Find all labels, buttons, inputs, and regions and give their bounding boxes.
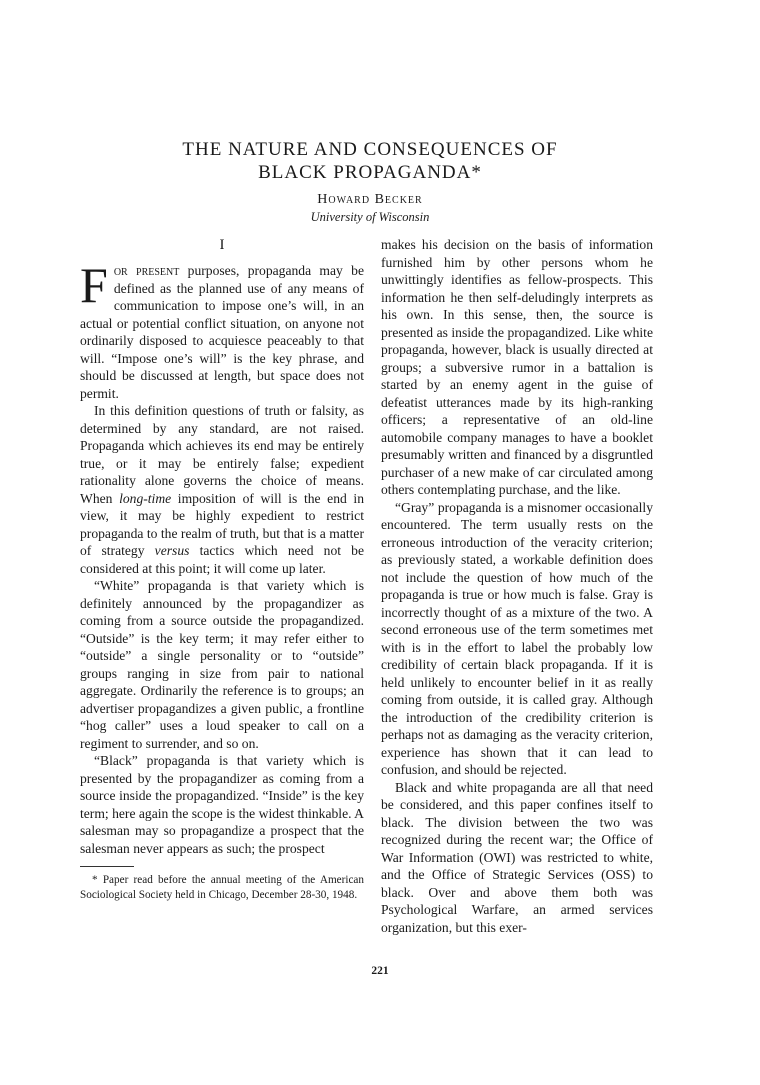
small-caps-opening: or present (113, 263, 180, 278)
left-column (80, 236, 364, 903)
right-column (381, 236, 653, 936)
title-line-1: THE NATURE AND CONSEQUENCES OF (182, 139, 558, 160)
drop-cap: F (80, 257, 108, 313)
paragraph-1-text: purposes, propaganda may be defined as the planned use of any means of communication to impose one’s will, in an actual or potential conflict situation, on anyone not ordinarily disposed to acquiesce peaceably to that will. “Impose one’s will” is the key phrase, and should be discussed at length, but space does not permit. (80, 263, 364, 401)
title-line-2: BLACK PROPAGANDA* (258, 162, 482, 183)
italic-long-time: long-time (119, 490, 172, 506)
paragraph-3: “White” propaganda is that variety which is definitely announced by the propagandizer as coming from a source outside the propagandized. “Outside” is the key term; it may refer either to “outside” a single personality or to “outside” groups ranging in size from pair to national aggregate. Ordinarily the reference is to groups; an advertiser propagandizes a given public, a frontline “hog caller” uses a loud speaker to call on a regiment to surrender, and so on. (80, 578, 364, 751)
paragraph-6: “Gray” propaganda is a misnomer occasionally encountered. The term usually rests on the erroneous introduction of the veracity criterion; as previously stated, a workable definition does not include the question of how much of the propaganda is true or how much is false. Gray is incorrectly thought of as a mixture of the two. A second erroneous use of the term sometimes met with is in the effort to label the probably low credibility of certain black propaganda. If it is held unlikely to encounter belief in it as really coming from outside, it is called gray. Although the introduction of the credibility criterion is perhaps not as damaging as the veracity criterion, experience has shown that it can lead to confusion, and should be rejected. (381, 499, 653, 777)
page-number: 221 (371, 965, 389, 977)
paragraph-2-text-c: tactics which need not be considered at this point; it will come up later. (80, 543, 365, 576)
author-name: Howard Becker (317, 192, 423, 207)
paragraph-4: “Black” propaganda is that variety which is presented by the propagandizer as coming from a source inside the propagandized. “Inside” is the key term; here again the scope is the widest thinkable. A salesman may so propagandize a prospect that the salesman never appears as such; the prospect (80, 753, 364, 856)
article-title (90, 138, 650, 184)
paragraph-2 (80, 402, 364, 577)
paragraph-1 (80, 257, 364, 402)
section-number: I (219, 237, 225, 253)
paragraph-7: Black and white propaganda are all that need be considered, and this paper confines itself to black. The division between the two was recognized during the recent war; the Office of War Information (OWI) was restricted to white, and the Office of Strategic Services (OSS) to black. Over and above them both was Psychological Warfare, an armed services organization, but this exer- (381, 779, 653, 935)
footnote: * Paper read before the annual meeting of the American Sociological Society held in Chicago, December 28-30, 1948. (80, 874, 364, 901)
italic-versus: versus (154, 543, 190, 558)
author-affiliation: University of Wisconsin (310, 210, 430, 224)
paragraph-2-text-b: imposition of will is the end in view, it may be highly expedient to restrict propaganda to the realm of truth, but that is a matter of strategy (80, 490, 364, 558)
paragraph-5: makes his decision on the basis of information furnished him by other persons whom he unwittingly identifies as fellow-prospects. This information he then self-deludingly interprets as his own. In this sense, then, the source is presented as inside the propagandized. Like white propaganda, however, black is usually directed at groups; a subversive rumor in a battalion is started by an enemy agent in the guise of defeatist utterances made by its high-ranking officers; a representative of an old-line automobile company manages to have a booklet presumably written and financed by a disgruntled purchaser of a new make of car circulated among others contemplating purchase, and the like. (381, 237, 653, 497)
paragraph-2-text-a: In this definition questions of truth or falsity, as determined by any standard, are not raised. Propaganda which achieves its end may be entirely true, or it may be entirely false; expedient rationality alone governs the choice of means. When (80, 403, 364, 506)
footnote-rule (80, 866, 134, 867)
